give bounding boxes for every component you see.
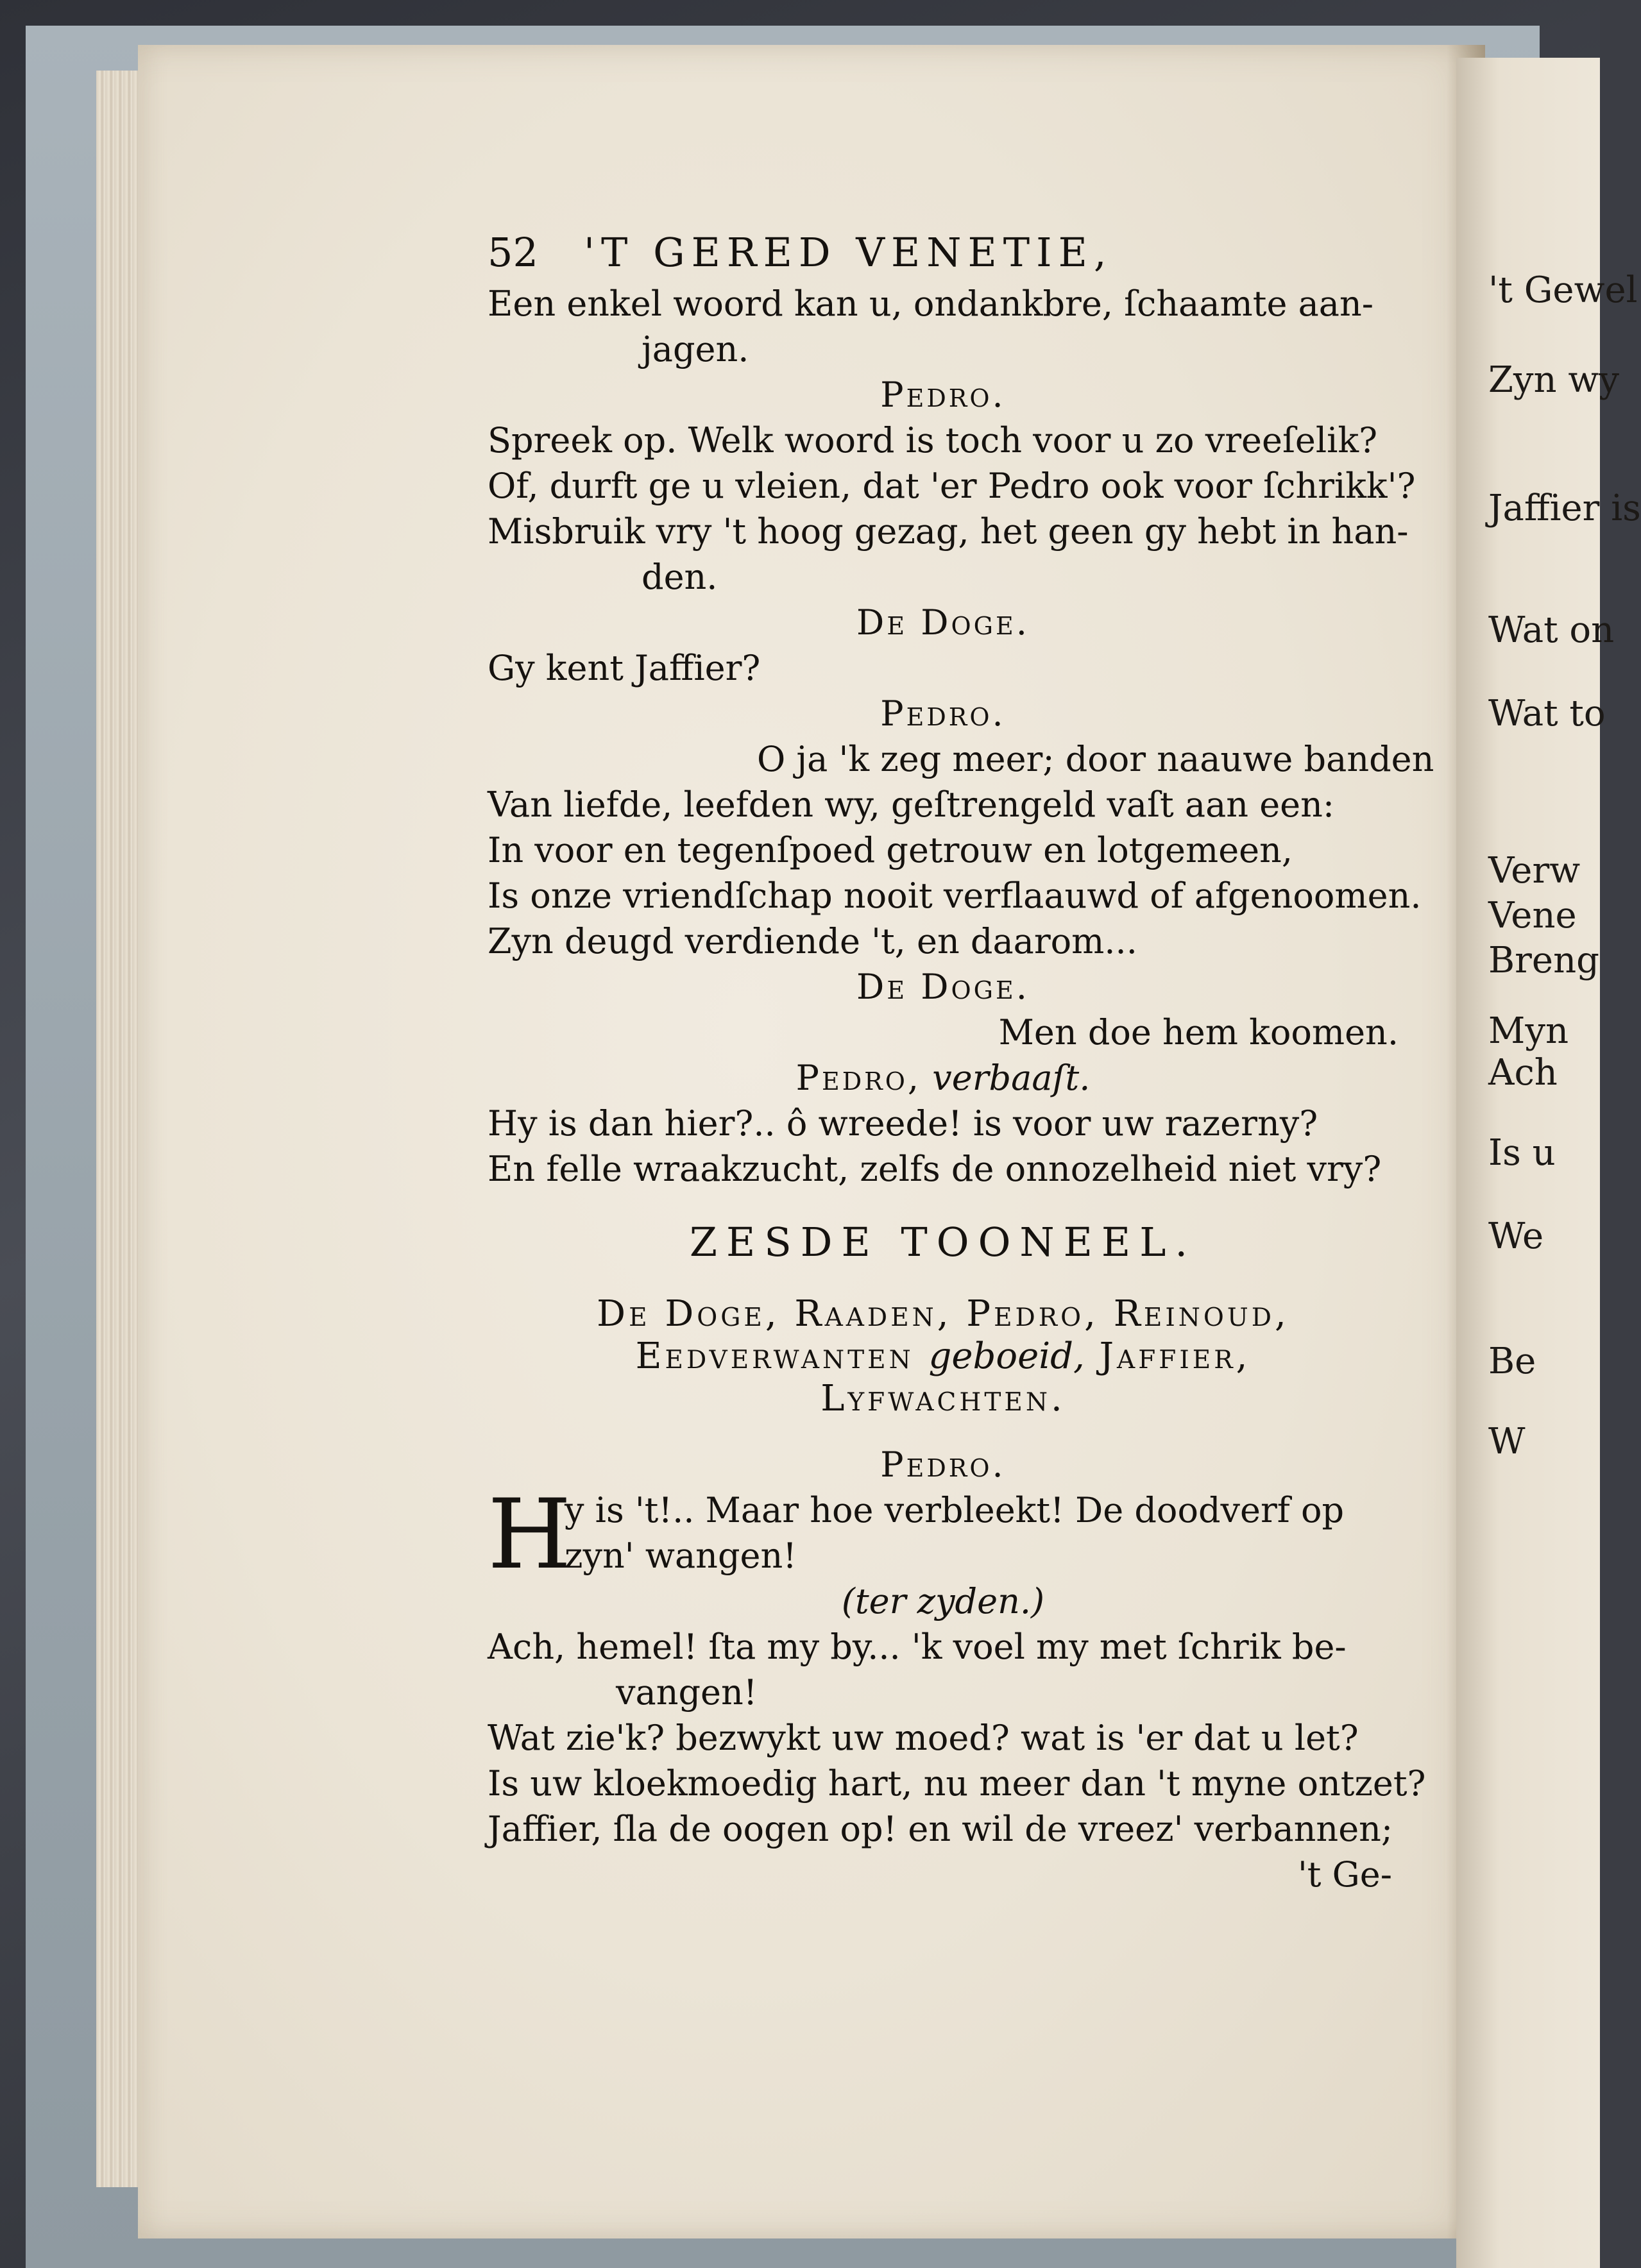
facing-page-line: Myn [1488,1010,1569,1052]
facing-page-line: Vene [1488,895,1577,936]
page-number: 52 [488,229,538,276]
facing-page-line: Breng [1488,940,1599,981]
speaker-name: Pedro. [880,693,1006,734]
verse-line: vangen! [616,1672,758,1713]
facing-page-line: 't Gewel [1488,269,1638,311]
speaker-with-direction [488,1055,1399,1101]
facing-page-line: Is u [1488,1132,1556,1174]
verse-line: Ach, hemel! ſta my by... 'k voel my met ſchrik be- [488,1627,1347,1667]
facing-page-line: Wat on [1488,609,1615,651]
speaker-name: Pedro, [795,1058,922,1098]
verse-line: Een enkel woord kan u, ondankbre, ſchaamte aan- [488,284,1373,324]
drop-cap: H [488,1479,572,1591]
facing-page-line: Ach [1488,1052,1558,1094]
drop-cap-paragraph [488,1479,1399,1591]
scene-title: ZESDE TOONEEL. [689,1219,1197,1265]
facing-page-line: Zyn wy [1488,359,1619,401]
speaker-name: Pedro. [880,375,1006,415]
facing-page-line: We [1488,1215,1544,1257]
verse-line: In voor en tegenſpoed getrouw en lotgemeen, [488,830,1293,870]
spacer [488,1192,1399,1214]
facing-page-line: Be [1488,1341,1536,1382]
cast-list-line: De Doge, Raaden, Pedro, Reinoud, [597,1293,1289,1335]
running-header [488,224,1399,281]
running-title: 'T GERED VENETIE, [584,229,1113,276]
verse-line: Wat zie'k? bezwykt uw moed? wat is 'er dat u let? [488,1718,1359,1758]
facing-page-line: W [1488,1421,1526,1462]
spacer [488,1271,1399,1293]
cast-name: Jaffier, [1099,1335,1251,1377]
verse-line: Zyn deugd verdiende 't, en daarom... [488,921,1137,961]
verse-line: En felle wraakzucht, zelfs de onnozelheid niet vry? [488,1149,1382,1189]
verse-line: O ja 'k zeg meer; door naauwe banden [757,739,1434,779]
stage-direction: geboeid, [928,1335,1085,1377]
verse-line: zyn' wangen! [565,1536,797,1576]
catchword: 't Ge- [1297,1854,1392,1895]
speaker-name: De Doge. [856,602,1030,643]
verse-line: den. [642,557,718,597]
cast-list-line: Lyfwachten. [820,1378,1066,1419]
cast-name: Eedverwanten [635,1335,914,1377]
page-text [488,224,1434,1897]
verse-line: Spreek op. Welk woord is toch voor u zo vreeſelik? [488,420,1378,461]
verse-line: Hy is dan hier?.. ô wreede! is voor uw razerny? [488,1103,1318,1144]
stage-direction: (ter zyden.) [841,1581,1045,1621]
verse-line: y is 't!.. Maar hoe verbleekt! De doodverf op [565,1490,1345,1530]
facing-page-line: Wat to [1488,693,1606,734]
verse-line: Men doe hem koomen. [998,1012,1399,1053]
verse-line: Misbruik vry 't hoog gezag, het geen gy hebt in han- [488,511,1409,552]
verse-line: jagen. [642,329,749,369]
stage-direction: verbaaſt. [932,1058,1091,1098]
verse-line: Is onze vriendſchap nooit verflaauwd of afgenoomen. [488,876,1422,916]
verse-line: Of, durft ge u vleien, dat 'er Pedro ook voor ſchrikk'? [488,466,1416,506]
facing-page-line: Jaffier is [1488,487,1641,529]
verse-line: Jaffier, ſla de oogen op! en wil de vreez' verbannen; [488,1809,1393,1849]
verse-line: Is uw kloekmoedig hart, nu meer dan 't myne ontzet? [488,1763,1426,1804]
verse-line: Van liefde, leefden wy, geſtrengeld vaſt aan een: [488,784,1335,825]
verse-line: Gy kent Jaffier? [488,648,761,688]
cast-list-line [488,1335,1399,1378]
speaker-name: Pedro. [880,1444,1006,1485]
speaker-name: De Doge. [856,967,1030,1007]
facing-page-line: Verw [1488,850,1581,892]
spacer [488,1420,1399,1442]
